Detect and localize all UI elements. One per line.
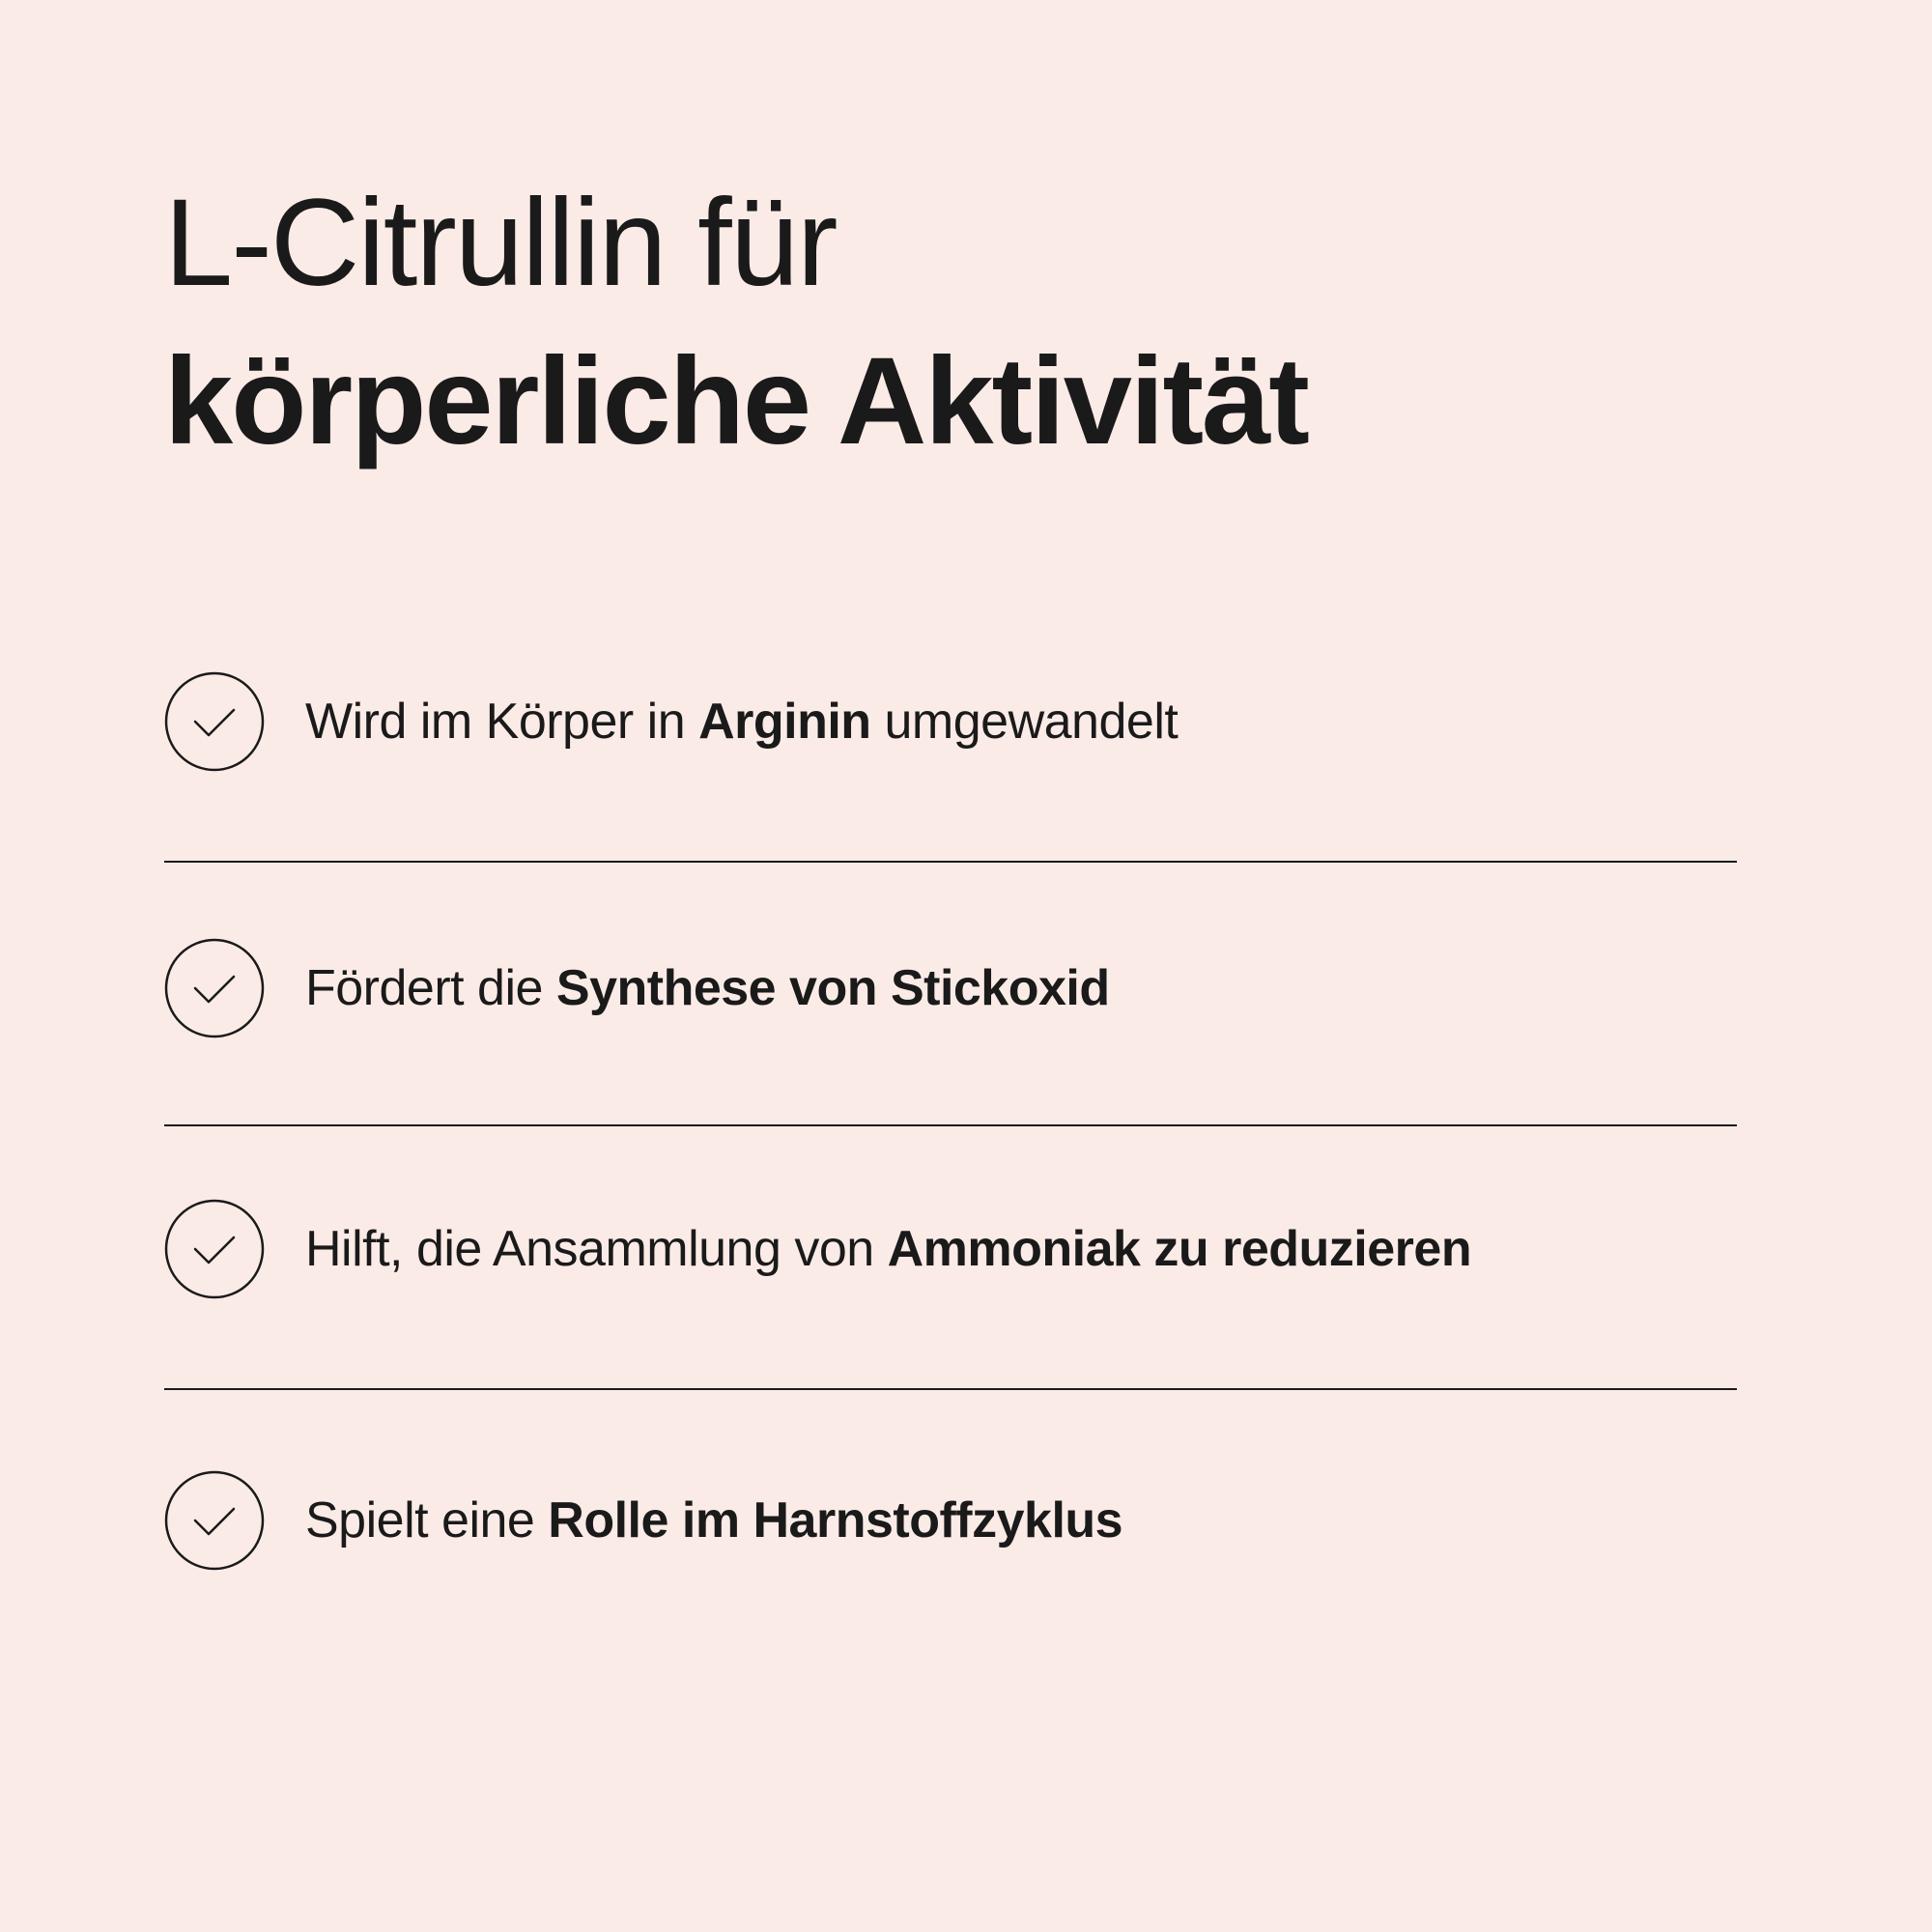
benefit-item-ammoniak xyxy=(164,1196,1737,1302)
title-line-1: L-Citrullin für xyxy=(164,174,837,312)
benefit-text-suffix: umgewandelt xyxy=(870,694,1179,750)
benefit-text-bold: Arginin xyxy=(698,694,871,750)
divider xyxy=(164,861,1737,863)
title-line-2: körperliche Aktivität xyxy=(164,332,1308,470)
divider xyxy=(164,1124,1737,1126)
benefit-text-prefix: Hilft, die Ansammlung von xyxy=(305,1221,888,1277)
benefit-text xyxy=(305,691,1178,753)
benefit-text xyxy=(305,957,1110,1019)
check-circle-icon xyxy=(164,938,265,1038)
check-circle-icon xyxy=(164,1199,265,1299)
check-circle-icon xyxy=(164,1470,265,1571)
benefit-text xyxy=(305,1218,1471,1280)
benefit-list xyxy=(164,0,1737,1932)
benefit-text-prefix: Fördert die xyxy=(305,960,556,1016)
benefit-text-prefix: Wird im Körper in xyxy=(305,694,699,750)
benefit-item-stickoxid xyxy=(164,935,1737,1041)
divider xyxy=(164,1388,1737,1390)
benefit-item-arginin xyxy=(164,668,1737,775)
benefit-text-bold: Synthese von Stickoxid xyxy=(555,960,1110,1016)
benefit-text-bold: Rolle im Harnstoffzyklus xyxy=(548,1492,1123,1548)
check-circle-icon xyxy=(164,671,265,772)
benefit-text xyxy=(305,1490,1122,1551)
benefit-item-harnstoffzyklus xyxy=(164,1467,1737,1574)
benefit-text-bold: Ammoniak zu reduzieren xyxy=(887,1221,1472,1277)
benefit-text-prefix: Spielt eine xyxy=(305,1492,549,1548)
